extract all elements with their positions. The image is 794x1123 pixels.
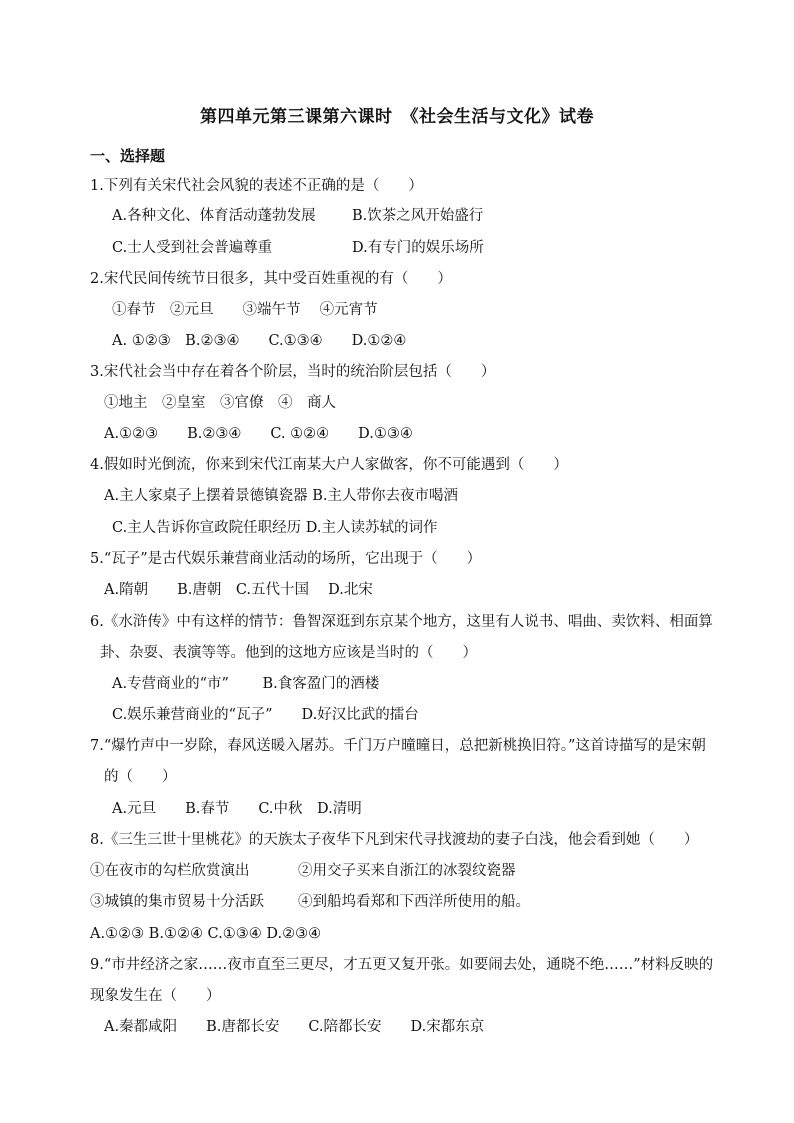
question-8-stem: 8.《三生三世十里桃花》的天族太子夜华下凡到宋代寻找渡劫的妻子白浅，他会看到她（ ） xyxy=(90,832,699,848)
question-7-stem-line-1: 7.“爆竹声中一岁除，春风送暖入屠苏。千门万户曈曈日，总把新桃换旧符。”这首诗描写的是宋朝 xyxy=(90,738,706,754)
question-7-options: A.元旦 B.春节 C.中秋 D.清明 xyxy=(112,801,362,817)
question-1-option-b: B.饮茶之风开始盛行 xyxy=(352,208,484,224)
question-9-stem-line-2: 现象发生在（ ） xyxy=(90,988,221,1004)
section-heading: 一、选择题 xyxy=(90,147,166,165)
question-1-stem: 1.下列有关宋代社会风貌的表述不正确的是（ ） xyxy=(90,178,423,194)
page-title: 第四单元第三课第六课时 《社会生活与文化》试卷 xyxy=(200,107,594,127)
question-8-item-2: ②用交子买来自浙江的冰裂纹瓷器 xyxy=(298,863,516,879)
question-3-items: ①地主 ②皇室 ③官僚 ④ 商人 xyxy=(104,395,336,411)
question-4-options-ab: A.主人家桌子上摆着景德镇瓷器 B.主人带你去夜市喝酒 xyxy=(104,488,458,504)
question-5-options: A.隋朝 B.唐朝 C.五代十国 D.北宋 xyxy=(104,582,373,598)
question-2-options: A. ①②③ B.②③④ C.①③④ D.①②④ xyxy=(112,333,407,349)
question-3-stem: 3.宋代社会当中存在着各个阶层，当时的统治阶层包括（ ） xyxy=(90,364,496,380)
question-4-options-cd: C.主人告诉你宣政院任职经历 D.主人读苏轼的词作 xyxy=(112,520,438,536)
question-2-stem: 2.宋代民间传统节日很多，其中受百姓重视的有（ ） xyxy=(90,271,452,287)
question-6-stem-line-1: 6.《水浒传》中有这样的情节：鲁智深逛到东京某个地方，这里有人说书、唱曲、卖饮料、相面算 xyxy=(90,614,713,630)
question-6-stem-line-2: 卦、杂耍、表演等等。他到的这地方应该是当时的（ ） xyxy=(100,645,477,661)
question-1-option-c: C.士人受到社会普遍尊重 xyxy=(112,240,273,256)
question-8-item-3: ③城镇的集市贸易十分活跃 xyxy=(90,894,264,910)
question-9-stem-line-1: 9.“市井经济之家……夜市直至三更尽，才五更又复开张。如要闹去处，通晓不绝……”材料反映的 xyxy=(90,957,714,973)
question-8-options: A.①②③ B.①②④ C.①③④ D.②③④ xyxy=(90,926,322,942)
question-1-option-d: D.有专门的娱乐场所 xyxy=(352,240,484,256)
question-4-stem: 4.假如时光倒流，你来到宋代江南某大户人家做客，你不可能遇到（ ） xyxy=(90,457,568,473)
question-8-item-1: ①在夜市的勾栏欣赏演出 xyxy=(90,863,250,879)
question-7-stem-line-2: 的（ ） xyxy=(104,769,177,785)
question-2-items: ①春节 ②元旦 ③端午节 ④元宵节 xyxy=(112,302,378,318)
question-5-stem: 5.“瓦子”是古代娱乐兼营商业活动的场所，它出现于（ ） xyxy=(90,551,482,567)
question-1-option-a: A.各种文化、体育活动蓬勃发展 xyxy=(112,208,316,224)
question-9-options: A.秦都咸阳 B.唐都长安 C.陪都长安 D.宋都东京 xyxy=(104,1019,485,1035)
question-3-options: A.①②③ B.②③④ C. ①②④ D.①③④ xyxy=(104,426,413,442)
question-6-options-cd: C.娱乐兼营商业的“瓦子” D.好汉比武的擂台 xyxy=(112,707,419,723)
question-8-item-4: ④到船坞看郑和下西洋所使用的船。 xyxy=(298,894,530,910)
question-6-options-ab: A.专营商业的“市” B.食客盈门的酒楼 xyxy=(112,676,380,692)
